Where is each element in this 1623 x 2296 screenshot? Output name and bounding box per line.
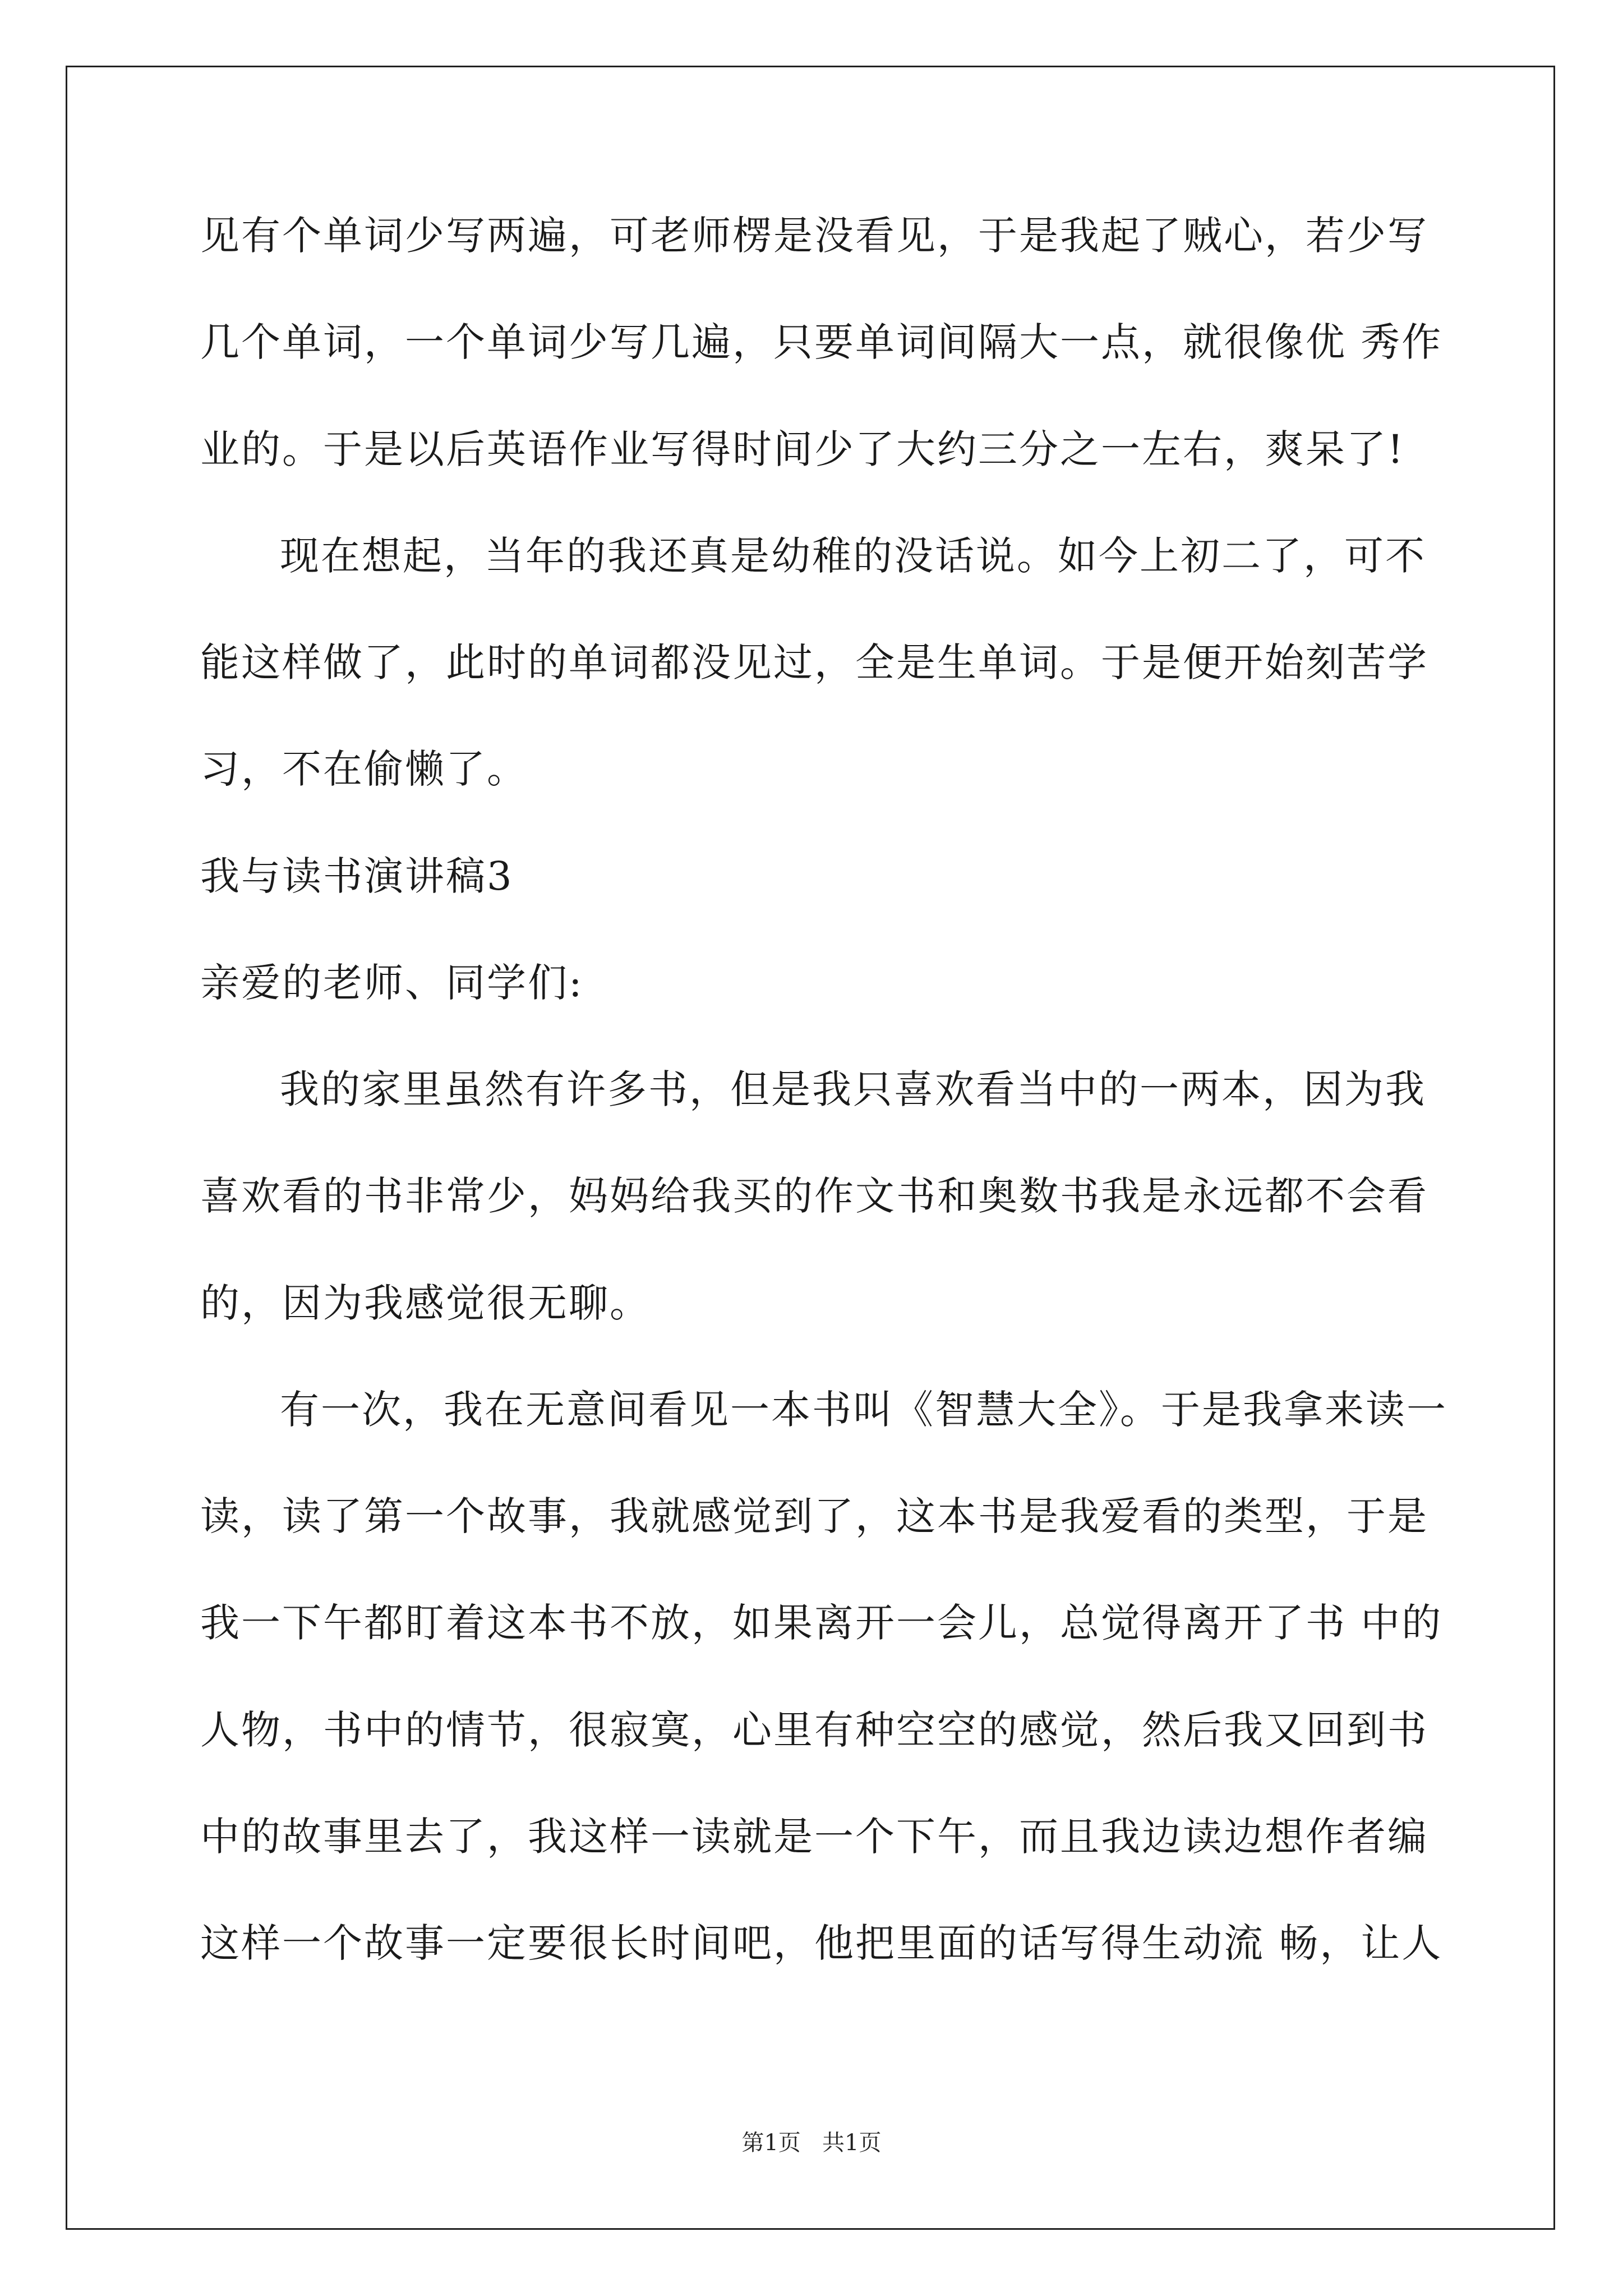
- text-line: 我的家里虽然有许多书，但是我只喜欢看当中的一两本，因为我: [280, 1066, 1426, 1112]
- salutation: 亲爱的老师、同学们:: [200, 960, 584, 1006]
- text-line: 习，不在偷懒了。: [200, 746, 528, 792]
- text-line: 我一下午都盯着这本书不放，如果离开一会儿，总觉得离开了书 中的: [200, 1600, 1443, 1646]
- text-line: 现在想起，当年的我还真是幼稚的没话说。如今上初二了，可不: [280, 533, 1426, 579]
- page-border: [66, 66, 1555, 2230]
- text-line: 业的。于是以后英语作业写得时间少了大约三分之一左右，爽呆了!: [200, 426, 1405, 472]
- text-line: 人物，书中的情节，很寂寞，心里有种空空的感觉，然后我又回到书: [200, 1707, 1428, 1753]
- text-line: 能这样做了，此时的单词都没见过，全是生单词。于是便开始刻苦学: [200, 639, 1428, 685]
- page-footer: 第1页 共1页: [741, 2130, 882, 2156]
- text-line: 见有个单词少写两遍，可老师楞是没看见，于是我起了贼心，若少写: [200, 213, 1428, 259]
- text-line: 有一次，我在无意间看见一本书叫《智慧大全》。于是我拿来读一: [280, 1387, 1447, 1433]
- text-line: 这样一个故事一定要很长时间吧，他把里面的话写得生动流 畅，让人: [200, 1920, 1443, 1966]
- text-line: 喜欢看的书非常少，妈妈给我买的作文书和奥数书我是永远都不会看: [200, 1173, 1428, 1219]
- text-line: 几个单词，一个单词少写几遍，只要单词间隔大一点，就很像优 秀作: [200, 319, 1443, 365]
- section-heading: 我与读书演讲稿3: [200, 853, 514, 899]
- text-line: 中的故事里去了，我这样一读就是一个下午，而且我边读边想作者编: [200, 1814, 1428, 1860]
- text-line: 读，读了第一个故事，我就感觉到了，这本书是我爱看的类型，于是: [200, 1493, 1428, 1539]
- text-line: 的，因为我感觉很无聊。: [200, 1280, 651, 1326]
